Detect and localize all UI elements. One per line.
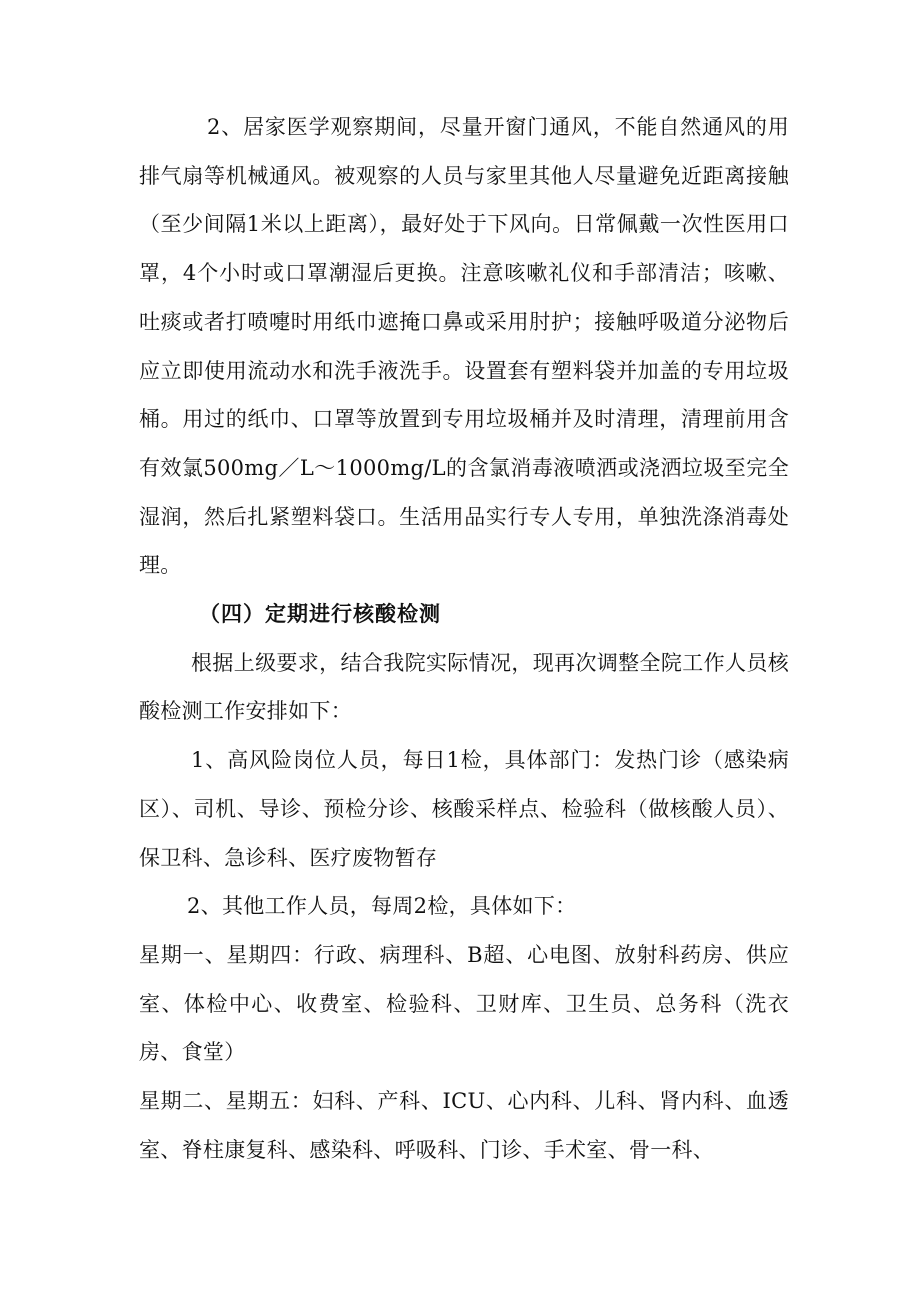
- paragraph-other-staff: 2、其他工作人员，每周2检，具体如下：: [187, 894, 577, 919]
- paragraph-tuesday-friday: 星期二、星期五：妇科、产科、ICU、心内科、儿科、肾内科、血透室、脊柱康复科、感染科、呼吸科、门诊、手术室、骨一科、: [139, 1089, 789, 1162]
- paragraph-monday-thursday: 星期一、星期四：行政、病理科、B超、心电图、放射科药房、供应室、体检中心、收费室、检验科、卫财库、卫生员、总务科（洗衣房、食堂）: [139, 942, 789, 1065]
- paragraph-high-risk-staff: 1、高风险岗位人员，每日1检，具体部门：发热门诊（感染病区）、司机、导诊、预检分诊、核酸采样点、检验科（做核酸人员）、保卫科、急诊科、医疗废物暂存: [139, 748, 789, 870]
- paragraph-test-arrangement-intro: 根据上级要求，结合我院实际情况，现再次调整全院工作人员核酸检测工作安排如下：: [139, 650, 789, 724]
- paragraph-home-observation: 2、居家医学观察期间，尽量开窗门通风，不能自然通风的用排气扇等机械通风。被观察的人员与家里其他人尽量避免近距离接触（至少间隔1米以上距离），最好处于下风向。日常佩戴一次性医用口罩，4个小时或口罩潮湿后更换。注意咳嗽礼仪和手部清洁；咳嗽、吐痰或者打喷嚏时用纸巾遮掩口鼻或采用肘护；接触呼吸道分泌物后应立即使用流动水和洗手液洗手。设置套有塑料袋并加盖的专用垃圾桶。用过的纸巾、口罩等放置到专用垃圾桶并及时清理，清理前用含有效氯500mg／L～1000mg/L的含氯消毒液喷洒或浇洒垃圾至完全湿润，然后扎紧塑料袋口。生活用品实行专人专用，单独洗涤消毒处理。: [139, 115, 789, 578]
- document-body: [139, 103, 789, 1174]
- section-heading-nucleic-test: （四）定期进行核酸检测: [199, 602, 441, 627]
